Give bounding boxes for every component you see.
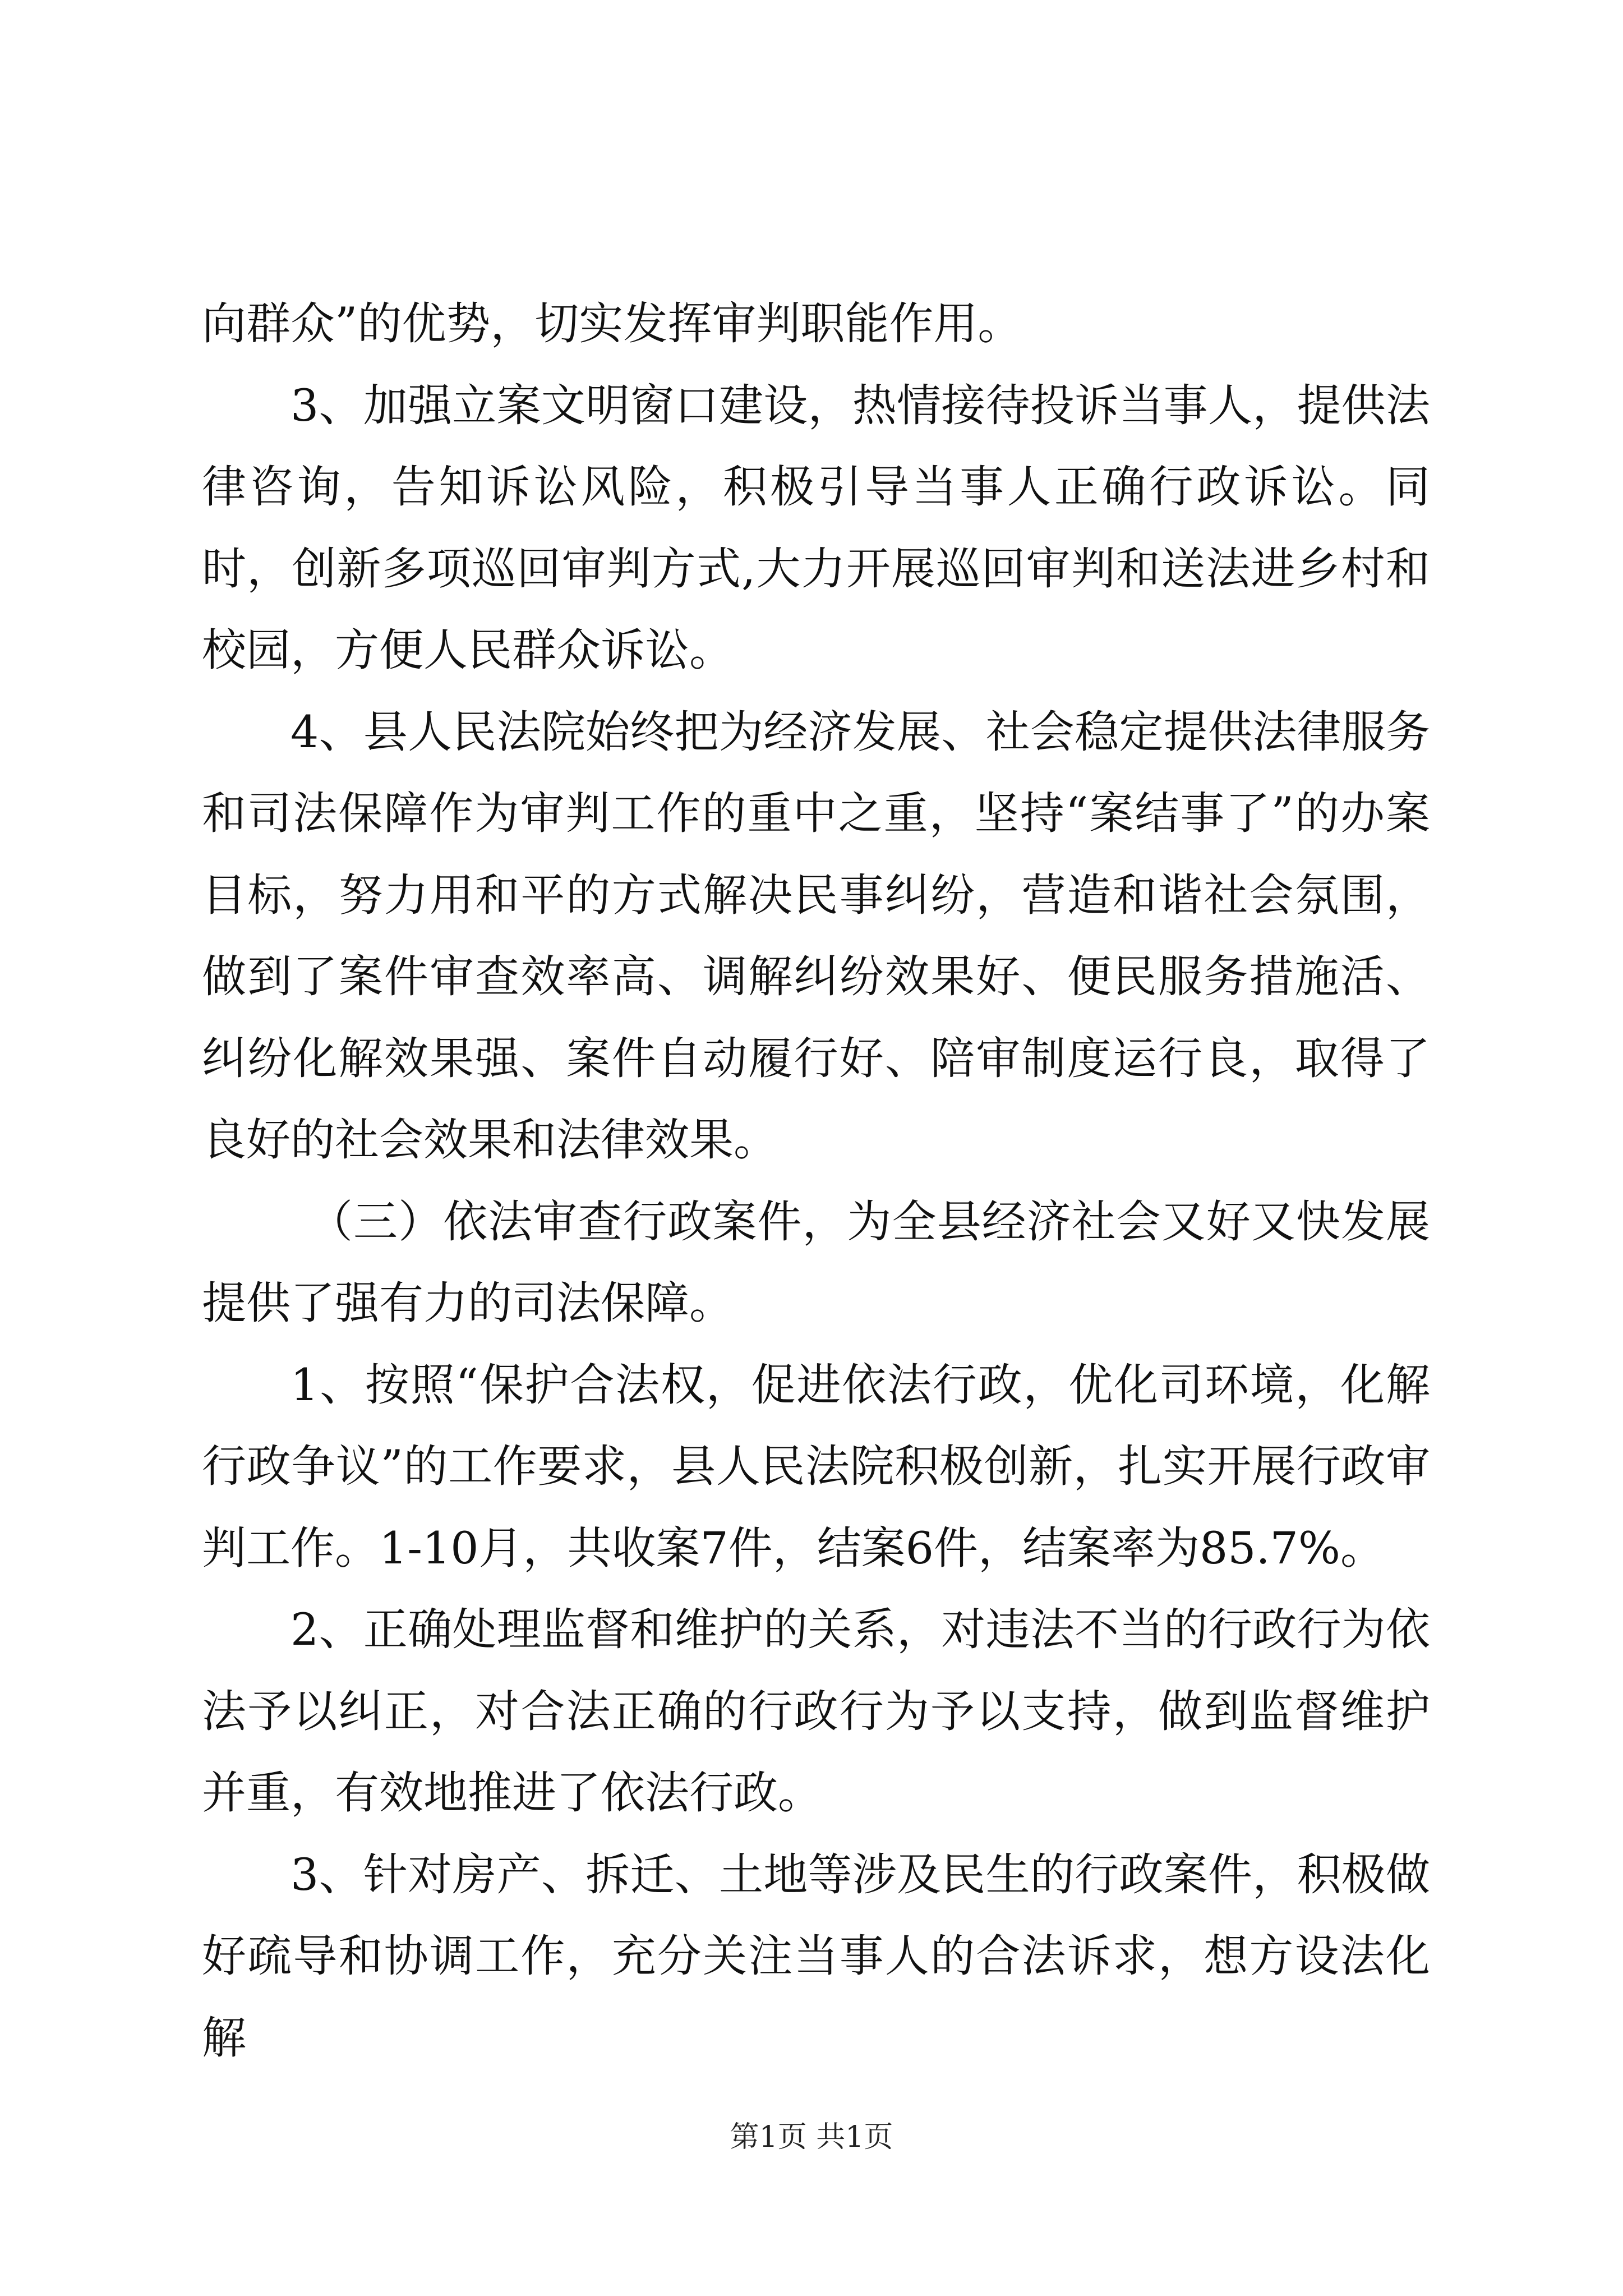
- paragraph-item-3-filing-window: 3、加强立案文明窗口建设，热情接待投诉当事人，提供法律咨询，告知诉讼风险，积极引导当事人正确行政诉讼。同时，创新多项巡回审判方式,大力开展巡回审判和送法进乡村和校园，方便人民群众诉讼。: [202, 379, 1430, 676]
- paragraph-item-3-livelihood-cases: 3、针对房产、拆迁、土地等涉及民生的行政案件，积极做好疏导和协调工作，充分关注当事人的合法诉求，想方设法化解: [202, 1848, 1430, 2064]
- page-footer: [0, 2120, 1623, 2154]
- paragraph-item-4-court-service: 4、县人民法院始终把为经济发展、社会稳定提供法律服务和司法保障作为审判工作的重中之重，坚持“案结事了”的办案目标，努力用和平的方式解决民事纠纷，营造和谐社会氛围，做到了案件审查效率高、调解纠纷效果好、便民服务措施活、纠纷化解效果强、案件自动履行好、陪审制度运行良，取得了良好的社会效果和法律效果。: [202, 706, 1430, 1166]
- paragraph-continuation: 向群众”的优势，切实发挥审判职能作用。: [202, 298, 1022, 349]
- page-number-label: 第1页 共1页: [730, 2120, 893, 2154]
- paragraph-item-2-supervision: 2、正确处理监督和维护的关系，对违法不当的行政行为依法予以纠正，对合法正确的行政行为予以支持，做到监督维护并重，有效地推进了依法行政。: [202, 1604, 1430, 1819]
- document-body: [202, 283, 1430, 2079]
- paragraph-item-1-administrative-trial: 1、按照“保护合法权，促进依法行政，优化司环境，化解行政争议”的工作要求，县人民法院积极创新，扎实开展行政审判工作。1-10月，共收案7件，结案6件，结案率为85.7%。: [202, 1359, 1430, 1574]
- section-heading-3: （三）依法审查行政案件，为全县经济社会又好又快发展提供了强有力的司法保障。: [202, 1195, 1430, 1329]
